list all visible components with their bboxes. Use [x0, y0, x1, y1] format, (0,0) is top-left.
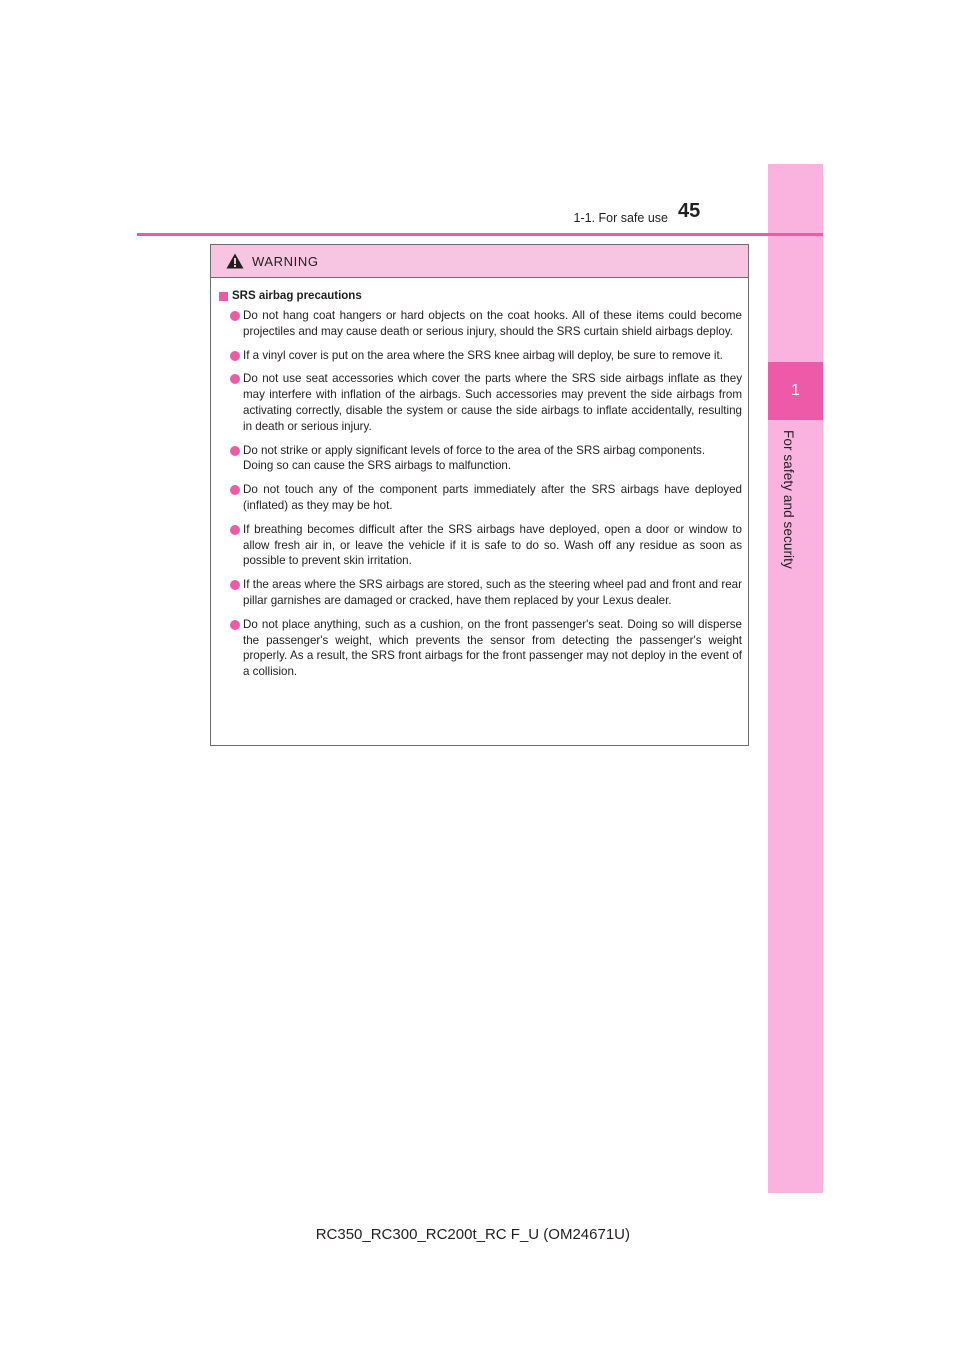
warning-item	[219, 348, 742, 364]
bullet-dot-icon	[230, 374, 240, 384]
warning-item-text: Do not touch any of the component parts immediately after the SRS airbags have deployed (inflated) as they may be hot.	[243, 483, 742, 512]
warning-item	[219, 371, 742, 434]
bullet-dot-icon	[230, 620, 240, 630]
warning-item	[219, 617, 742, 680]
bullet-dot-icon	[230, 446, 240, 456]
warning-item-text: Do not hang coat hangers or hard objects on the coat hooks. All of these items could become projectiles and may cause death or serious injury, should the SRS curtain shield airbags deploy.	[243, 309, 742, 338]
bullet-dot-icon	[230, 485, 240, 495]
warning-body	[211, 278, 748, 680]
warning-item	[219, 308, 742, 340]
warning-item	[219, 482, 742, 514]
warning-item-text: If a vinyl cover is put on the area where the SRS knee airbag will deploy, be sure to remove it.	[243, 348, 723, 362]
page-number: 45	[678, 200, 701, 222]
warning-triangle-icon	[226, 253, 244, 269]
warning-item	[219, 577, 742, 609]
warning-topic	[219, 290, 742, 302]
warning-box	[210, 244, 749, 746]
side-tab	[768, 164, 823, 1193]
warning-list	[219, 308, 742, 680]
warning-item	[219, 443, 742, 475]
bullet-dot-icon	[230, 311, 240, 321]
bullet-dot-icon	[230, 525, 240, 535]
warning-topic-text: SRS airbag precautions	[232, 290, 362, 302]
warning-item-text: If the areas where the SRS airbags are stored, such as the steering wheel pad and front and rear pillar garnishes are damaged or cracked, have them replaced by your Lexus dealer.	[243, 578, 742, 607]
warning-header	[211, 245, 748, 278]
square-bullet-icon	[219, 292, 228, 301]
chapter-number-tab	[768, 362, 823, 420]
warning-item-text: If breathing becomes difficult after the SRS airbags have deployed, open a door or window to allow fresh air in, or leave the vehicle if it is safe to do so. Wash off any residue as soon as possible to prevent skin irritation.	[243, 522, 742, 568]
model-code-footer: RC350_RC300_RC200t_RC F_U (OM24671U)	[315, 1226, 630, 1243]
section-title: 1-1. For safe use	[573, 211, 668, 225]
warning-title: WARNING	[252, 253, 319, 269]
bullet-dot-icon	[230, 351, 240, 361]
warning-item-text: Do not strike or apply significant levels of force to the area of the SRS airbag components. Doing so can cause the SRS airbags to malfunction.	[243, 443, 706, 473]
bullet-dot-icon	[230, 580, 240, 590]
warning-item-text: Do not place anything, such as a cushion, on the front passenger's seat. Doing so will disperse the passenger's weight, which prevents the sensor from detecting the passenger's weight properly. As a result, the SRS front airbags for the front passenger may not deploy in the event of a collision.	[243, 617, 742, 679]
chapter-label: For safety and security	[781, 430, 796, 569]
header-rule	[137, 233, 823, 236]
warning-item	[219, 522, 742, 569]
warning-item-text: Do not use seat accessories which cover the parts where the SRS side airbags inflate as they may interfere with inflation of the airbags. Such accessories may prevent the side airbags from activating correctly, disable the system or cause the side airbags to inflate accidentally, resulting in death or serious injury.	[243, 372, 742, 433]
chapter-number: 1	[791, 382, 800, 399]
